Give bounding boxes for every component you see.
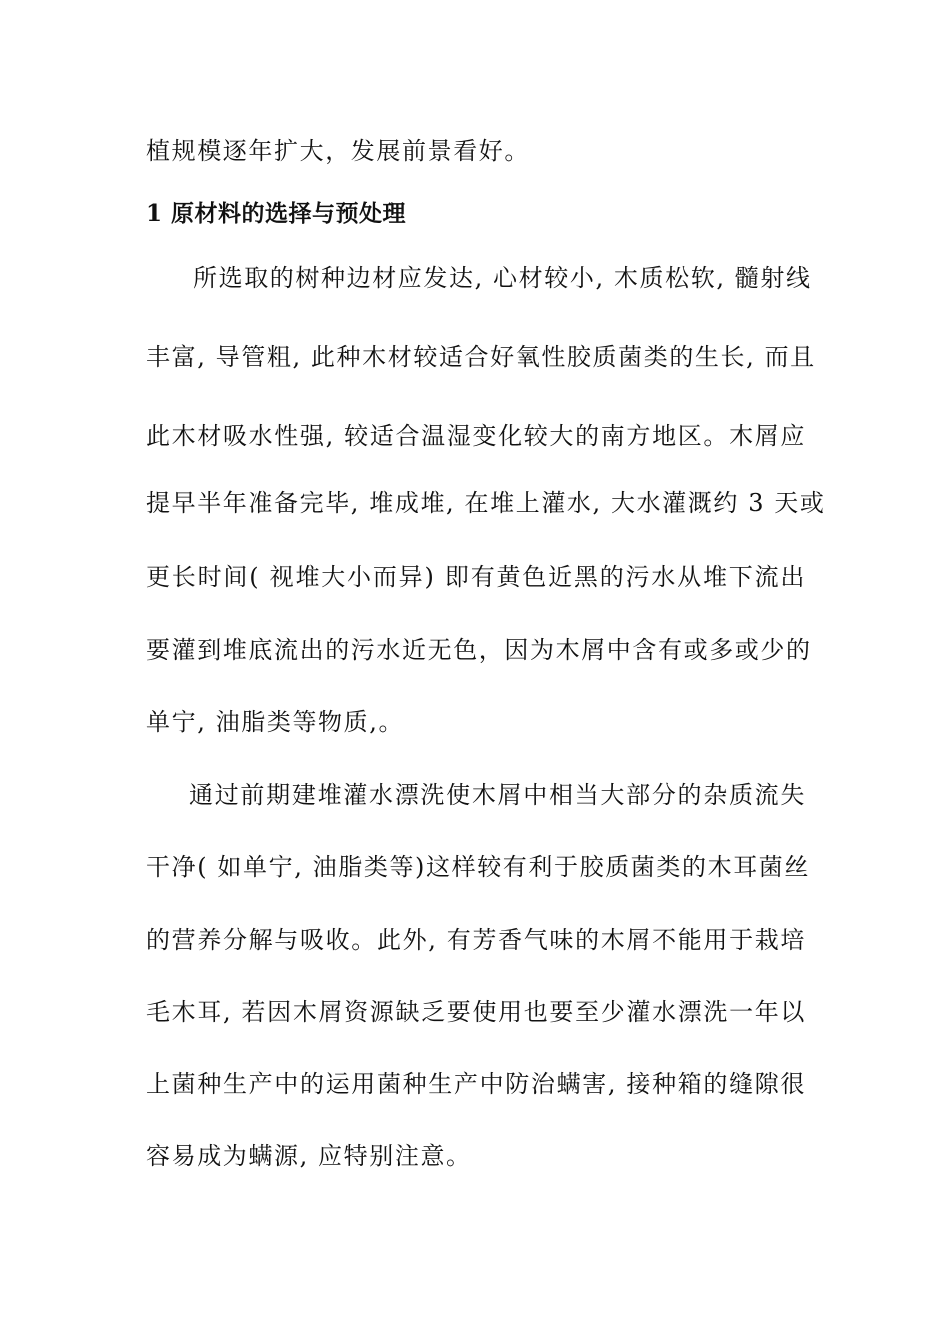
paragraph-1-line-6: 要灌到堆底流出的污水近无色，因为木屑中含有或多或少的 [146, 636, 812, 664]
paragraph-2-line-1: 通过前期建堆灌水漂洗使木屑中相当大部分的杂质流失 [189, 781, 806, 809]
paragraph-1-line-3: 此木材吸水性强, 较适合温湿变化较大的南方地区。木屑应 [146, 422, 806, 450]
paragraph-2-line-6: 容易成为螨源, 应特别注意。 [146, 1142, 472, 1170]
paragraph-1-line-1: 所选取的树种边材应发达, 心材较小, 木质松软, 髓射线 [193, 264, 812, 292]
paragraph-2-line-2: 干净( 如单宁, 油脂类等)这样较有利于胶质菌类的木耳菌丝 [146, 853, 811, 881]
paragraph-2-line-5: 上菌种生产中的运用菌种生产中防治螨害, 接种箱的缝隙很 [146, 1070, 806, 1098]
text-line-intro: 植规模逐年扩大，发展前景看好。 [146, 137, 530, 165]
paragraph-1-line-2: 丰富, 导管粗, 此种木材较适合好氧性胶质菌类的生长, 而且 [146, 343, 816, 371]
paragraph-1-line-7: 单宁, 油脂类等物质,。 [146, 708, 405, 736]
section-heading: 1 原材料的选择与预处理 [146, 200, 407, 227]
paragraph-2-line-3: 的营养分解与吸收。此外, 有芳香气味的木屑不能用于栽培 [146, 926, 806, 954]
paragraph-2-line-4: 毛木耳, 若因木屑资源缺乏要使用也要至少灌水漂洗一年以 [146, 998, 806, 1026]
paragraph-1-line-4: 提早半年准备完毕, 堆成堆, 在堆上灌水, 大水灌溉约 3 天或 [146, 489, 826, 517]
paragraph-1-line-5: 更长时间( 视堆大小而异) 即有黄色近黑的污水从堆下流出 [146, 563, 806, 591]
